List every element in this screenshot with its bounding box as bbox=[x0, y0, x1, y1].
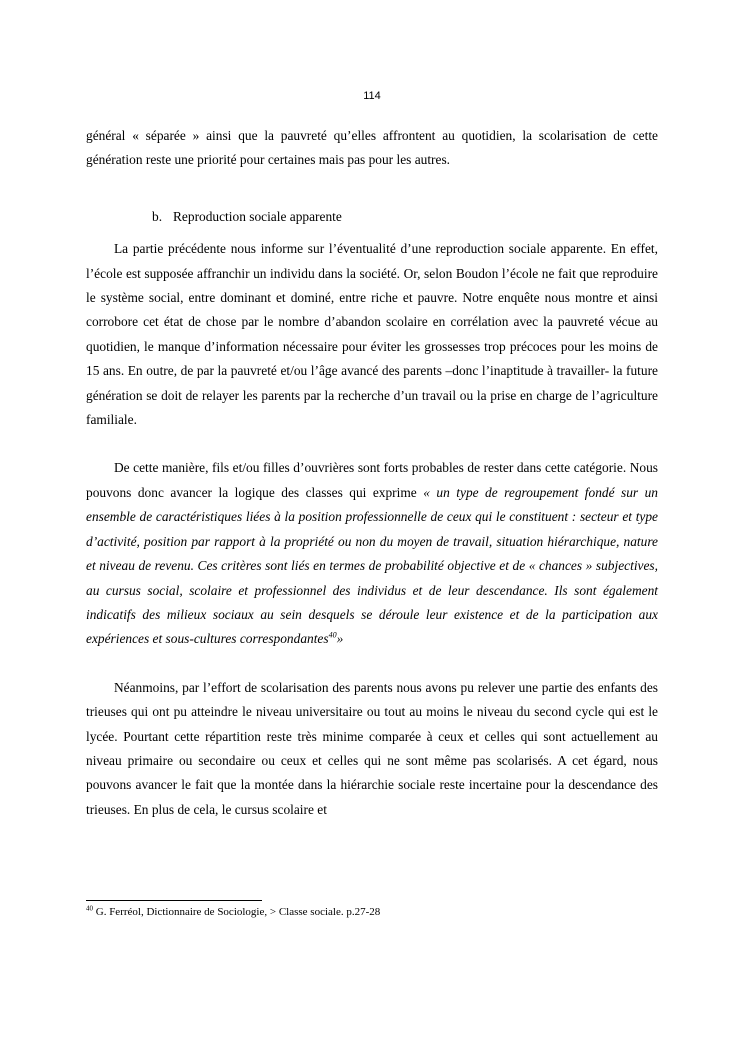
paragraph-schooling: Néanmoins, par l’effort de scolarisation des parents nous avons pu relever une partie des enfants des trieuses qui ont pu atteindre le niveau universitaire ou tout au moins le niveau du second cycle qui est le lycée. Pourtant cette répartition reste très minime comparée à ceux et celles qui sont actuellement au niveau primaire ou secondaire ou ceux et celles qui ne sont même pas scolarisés. A cet égard, nous pouvons avancer le fait que la montée dans la hiérarchie sociale reste incertaine pour la descendance des trieuses. En plus de cela, le cursus scolaire et bbox=[86, 679, 658, 817]
section-heading-label: b. bbox=[152, 208, 163, 224]
page-number: 114 bbox=[363, 90, 381, 102]
footnote-text: G. Ferréol, Dictionnaire de Sociologie, > Classe sociale. p.27-28 bbox=[93, 906, 381, 918]
quote-open-mark: « bbox=[423, 484, 437, 500]
quote-close-mark: » bbox=[336, 631, 344, 647]
quotation: un type de regroupement fondé sur un ensemble de caractéristiques liées à la position professionnelle de ceux qui le constituent : secteur et type d’activité, position par rapport à la propriété ou non du moyen de travail, situation hiérarchique, nature et niveau de revenu. Ces critères sont liés en termes de probabilité objective et de « chances » subjectives, au cursus social, scolaire et professionnel des individus et de leur descendance. Ils sont également indicatifs des milieux sociaux au sein desquels se déroule leur existence et de la participation aux expériences et sous-cultures correspondantes bbox=[86, 484, 659, 647]
paragraph-classes bbox=[86, 456, 658, 651]
footnote-number: 40 bbox=[86, 904, 93, 913]
paragraph-classes-intro: De cette manière, fils et/ou filles d’ouvrières sont forts probables de rester dans cette catégorie. Nous pouvons donc avancer la logique des classes qui exprime bbox=[86, 460, 658, 500]
section-heading-title: Reproduction sociale apparente bbox=[173, 208, 342, 224]
body-text bbox=[86, 124, 658, 822]
footnote-reference: 40 bbox=[328, 630, 337, 640]
section-heading bbox=[86, 205, 658, 229]
paragraph-reproduction: La partie précédente nous informe sur l’éventualité d’une reproduction sociale apparente. En effet, l’école est supposée affranchir un individu dans la société. Or, selon Boudon l’école ne fait que reproduire le système social, entre dominant et dominé, entre riche et pauvre. Notre enquête nous montre et ainsi corrobore cet état de chose par le nombre d’abandon scolaire en corrélation avec la pauvreté vécue au quotidien, le manque d’information nécessaire pour éviter les grossesses trop précoces pour les moins de 15 ans. En outre, de par la pauvreté et/ou l’âge avancé des parents –donc l’inaptitude à travailler- la future génération se doit de relayer les parents par la recherche d’un travail ou la prise en charge de l’agriculture familiale. bbox=[86, 241, 658, 428]
footnote bbox=[86, 905, 658, 919]
footnote-separator bbox=[86, 900, 262, 901]
paragraph-continued: général « séparée » ainsi que la pauvreté qu’elles affrontent au quotidien, la scolarisation de cette génération reste une priorité pour certaines mais pas pour les autres. bbox=[86, 128, 658, 168]
